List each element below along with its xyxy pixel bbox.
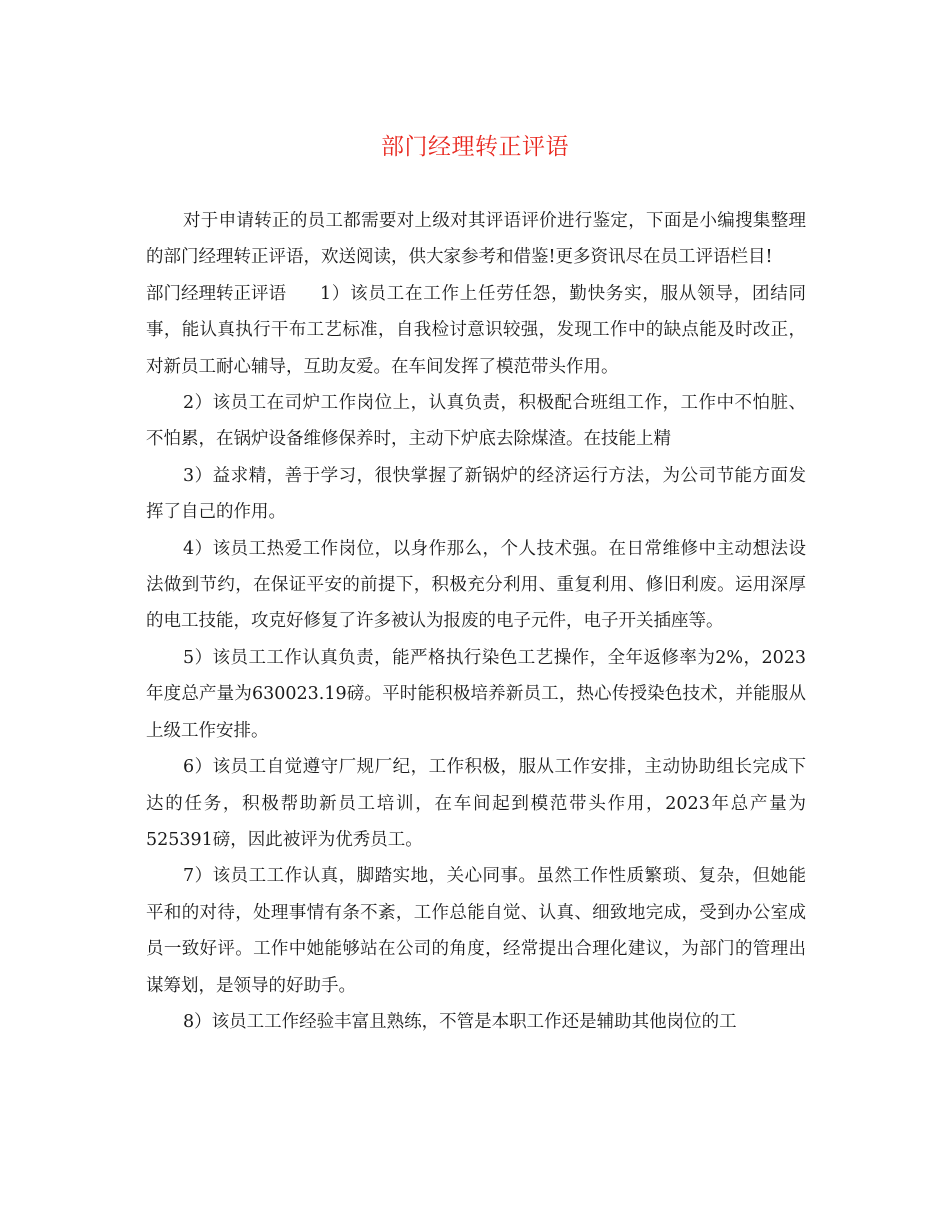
paragraph-item-4: 4）该员工热爱工作岗位，以身作那么，个人技术强。在日常维修中主动想法设法做到节约，在保证平安的前提下，积极充分利用、重复利用、修旧利废。运用深厚的电工技能，攻克好修复了许多被认为报废的电子元件，电子开关插座等。 [146,538,806,632]
intro-paragraph: 对于申请转正的员工都需要对上级对其评语评价进行鉴定，下面是小编搜集整理的部门经理转正评语，欢送阅读，供大家参考和借鉴!更多资讯尽在员工评语栏目! [146,211,806,268]
document-body [146,203,806,1040]
document-title: 部门经理转正评语 [381,134,569,160]
paragraph-item-1 [146,276,806,385]
paragraph-item-5: 5）该员工工作认真负责，能严格执行染色工艺操作，全年返修率为2%，2023年度总产量为630023.19磅。平时能积极培养新员工，热心传授染色技术，并能服从上级工作安排。 [146,647,806,741]
item-1-text: 1）该员工在工作上任劳任怨，勤快务实，服从领导，团结同事，能认真执行干布工艺标准，自我检讨意识较强，发现工作中的缺点能及时改正，对新员工耐心辅导，互助友爱。在车间发挥了模范带头作用。 [146,283,806,377]
section-label: 部门经理转正评语 [146,283,286,304]
paragraph-item-3: 3）益求精，善于学习，很快掌握了新锅炉的经济运行方法，为公司节能方面发挥了自己的作用。 [146,465,806,523]
paragraph-item-2: 2）该员工在司炉工作岗位上，认真负责，积极配合班组工作，工作中不怕脏、不怕累，在锅炉设备维修保养时，主动下炉底去除煤渣。在技能上精 [146,393,806,450]
paragraph-item-7: 7）该员工工作认真，脚踏实地，关心同事。虽然工作性质繁琐、复杂，但她能平和的对待，处理事情有条不紊，工作总能自觉、认真、细致地完成，受到办公室成员一致好评。工作中她能够站在公司的角度，经常提出合理化建议，为部门的管理出谋筹划，是领导的好助手。 [146,866,806,996]
paragraph-item-6: 6）该员工自觉遵守厂规厂纪，工作积极，服从工作安排，主动协助组长完成下达的任务，积极帮助新员工培训，在车间起到模范带头作用，2023年总产量为525391磅，因此被评为优秀员工。 [146,757,806,850]
paragraph-item-8: 8）该员工工作经验丰富且熟练，不管是本职工作还是辅助其他岗位的工 [183,1011,737,1032]
